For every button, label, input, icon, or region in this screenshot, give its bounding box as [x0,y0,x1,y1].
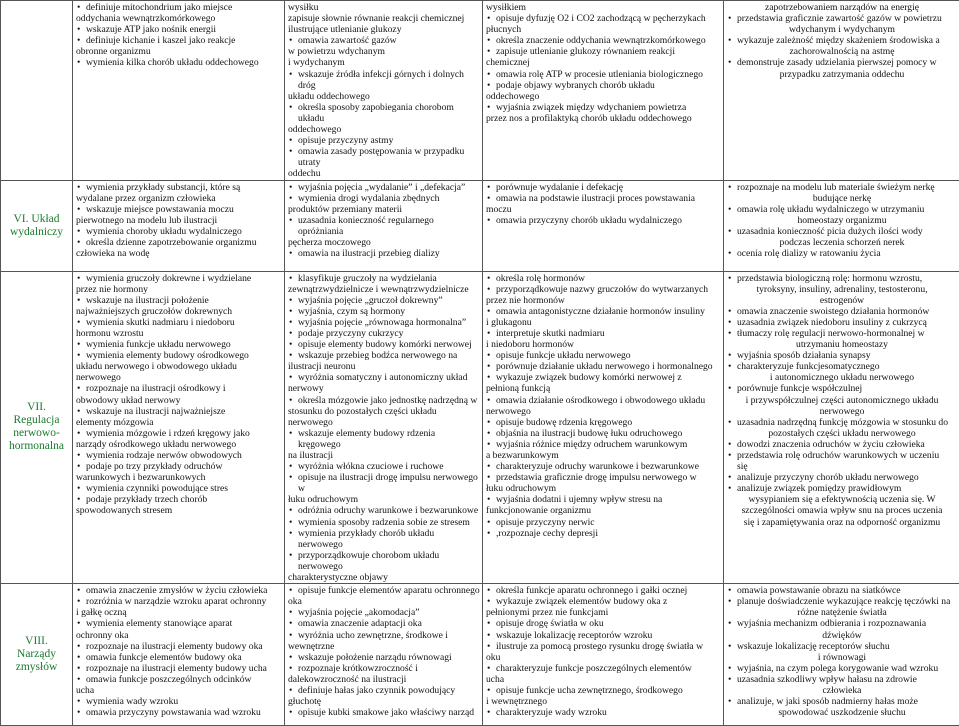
req-cell [285,180,483,271]
requirement-item-continuation: ucha [76,685,282,696]
requirement-item: • wskazuje na ilustracji najważniejsze [76,406,282,417]
requirement-item-continuation: najważniejszych gruczołów dokrewnych [76,306,282,317]
requirement-item-continuation: estrogenów [727,295,957,306]
requirement-item: • opisuje funkcje elementów aparatu ochronnego [288,585,480,596]
requirement-item-continuation: oddechowego [288,124,480,135]
requirement-item-continuation: wydalane przez organizm człowieka [76,193,282,204]
requirement-item: • omawia powstawanie obrazu na siatkówce [727,585,957,596]
section-title-line: zmysłów [3,661,70,674]
req-cell [73,1,285,181]
requirement-item-continuation: i równowagi [727,652,957,663]
requirement-item: • analizuje przyczyny chorób układu nerwowego [727,472,957,483]
requirement-item-continuation: warunkowych i bezwarunkowych [76,472,282,483]
requirement-item: • podaje po trzy przykłady odruchów [76,461,282,472]
requirement-item: • wyjaśnia dodatni i ujemny wpływ stresu na [486,494,721,505]
requirement-item: • uzasadnia konieczność picia dużych ilości wody [727,226,957,237]
requirement-item: • rozpoznaje na ilustracji ośrodkowy i [76,383,282,394]
requirement-item-continuation: moczu [486,204,721,215]
requirement-item: • definiuje hałas jako czynnik powodujący [288,685,480,696]
section-title-line: Regulacja [3,414,70,427]
requirement-item: • wymienia skutki nadmiaru i niedoboru [76,317,282,328]
requirement-item-continuation: dalekowzroczność na ilustracji [288,674,480,685]
req-cell [724,584,959,726]
requirement-item: • omawia znaczenie adaptacji oka [288,618,480,629]
requirement-item-continuation: na ilustracji [288,450,480,461]
requirement-item-continuation: elementy mózgowia [76,417,282,428]
requirement-item: • definiuje mitochondrium jako miejsce [76,2,282,13]
req-cell [483,1,724,181]
requirement-item-continuation: pozostałych części układu nerwowego [727,428,957,439]
requirement-item: • analizuje związek pomiędzy prawidłowym [727,483,957,494]
requirement-item-continuation: podczas leczenia schorzeń nerek [727,237,957,248]
requirement-item-continuation: charakterystyczne objawy [288,572,480,583]
requirement-item-continuation: i glukagonu [486,317,721,328]
requirement-item-continuation: wdychanym i wydychanym [727,24,957,35]
requirement-item: • wykazuje zależność między skażeniem środowiska a [727,35,957,46]
requirement-item: • ilustruje za pomocą prostego rysunku drogę światła w [486,641,721,652]
row-sense-organs [1,584,959,726]
requirement-list [486,2,721,124]
requirement-item-continuation: i niedoboru hormonów [486,339,721,350]
requirement-item: • planuje doświadczenie wykazujące reakcję tęczówki na [727,596,957,607]
requirement-item: • wymienia elementy stanowiące aparat [76,618,282,629]
requirement-item: • wymienia przykłady chorób układu nerwowego [288,528,480,550]
requirement-item-continuation: chemicznej [486,57,721,68]
requirement-item-continuation: przypadku zatrzymania oddechu [727,69,957,80]
req-cell [73,180,285,271]
requirement-item: • omawia funkcje poszczególnych odcinków [76,674,282,685]
requirement-list [288,273,480,584]
requirement-item-continuation: pierwotnego na modelu lub ilustracji [76,215,282,226]
requirement-item: • wykazuje związek elementów budowy oka z [486,596,721,607]
requirement-item-continuation: pęcherza moczowego [288,237,480,248]
requirement-item: • porównuje działanie układu nerwowego i hormonalnego [486,361,721,372]
requirement-item-continuation: nerwowego [76,372,282,383]
requirement-item: • wymienia czynniki powodujące stres [76,483,282,494]
requirement-item: • omawia rolę układu wydalniczego w utrzymaniu [727,204,957,215]
requirement-item-continuation: ilustrujące utlenianie glukozy [288,24,480,35]
requirement-item: • wyróżnia somatyczny i autonomiczny układ [288,372,480,383]
req-cell [724,271,959,584]
section-title-excretory [1,180,73,271]
requirement-item-continuation: płucnych [486,24,721,35]
requirement-item: • analizuje, w jaki sposób nadmierny hałas może [727,696,957,707]
requirement-item: • demonstruje zasady udzielania pierwszej pomocy w [727,57,957,68]
section-title-line: hormonalna [3,440,70,453]
requirement-item-continuation: nerwowego [288,417,480,428]
requirement-item: • określa znaczenie oddychania wewnątrzkomórkowego [486,35,721,46]
requirement-item-continuation: przez nie hormony [76,284,282,295]
requirement-item-continuation: funkcjonowanie organizmu [486,505,721,516]
requirement-item: • rozpoznaje na ilustracji elementy budowy oka [76,641,282,652]
requirement-item-continuation: produktów przemiany materii [288,204,480,215]
req-cell [285,584,483,726]
requirement-item: • wskazuje miejsce powstawania moczu [76,204,282,215]
requirement-item: • wyjaśnia różnice między odruchem warunkowym [486,439,721,450]
requirement-item: • odróżnia odruchy warunkowe i bezwarunkowe [288,505,480,516]
requirement-item: • wskazuje elementy budowy rdzenia kręgowego [288,428,480,450]
requirement-item-continuation: hormonu wzrostu [76,328,282,339]
requirement-list [76,273,282,517]
requirement-item: • charakteryzuje wady wzroku [486,707,721,718]
req-cell [285,271,483,584]
requirement-item-continuation: oku [486,652,721,663]
requirement-item: • omawia funkcje elementów budowy oka [76,652,282,663]
requirement-item-continuation: układu nerwowego i obwodowego układu [76,361,282,372]
requirement-item: • opisuje budowę rdzenia kręgowego [486,417,721,428]
requirement-item-continuation: obwodowy układ nerwowy [76,395,282,406]
requirement-item-continuation: oka [288,596,480,607]
requirement-item: • przedstawia biologiczną rolę: hormonu wzrostu, [727,273,957,284]
requirement-item: • wyjaśnia sposób działania synapsy [727,350,957,361]
requirement-item-continuation: łuku odruchowym [288,494,480,505]
requirement-item-continuation: tyroksyny, insuliny, adrenaliny, testosteronu, [727,284,957,295]
requirement-item: • omawia znaczenie swoistego działania hormonów [727,306,957,317]
requirement-item: • wymienia kilka chorób układu oddechowego [76,57,282,68]
requirement-item: • charakteryzuje funkcjesomatycznego [727,361,957,372]
requirement-list [727,273,957,528]
requirement-item: • charakteryzuje funkcje poszczególnych elementów [486,663,721,674]
requirement-list [76,182,282,260]
requirement-item-continuation: dźwięków [727,630,957,641]
requirement-item-continuation: człowieka [727,685,957,696]
requirement-item: • opisuje kubki smakowe jako właściwy narząd [288,707,480,718]
row-neuro-hormonal-regulation [1,271,959,584]
requirement-item-continuation: i gałkę oczną [76,607,282,618]
requirement-item: • wyjaśnia mechanizm odbierania i rozpoznawania [727,618,957,629]
req-cell [483,180,724,271]
requirement-item: • określa mózgowie jako jednostkę nadrzędną w [288,395,480,406]
requirement-item: • przyporządkowuje chorobom układu nerwowego [288,550,480,572]
requirement-item-continuation: i wewnętrznego [486,696,721,707]
requirement-item: • wyjaśnia związek między wdychaniem powietrza [486,102,721,113]
requirement-item: • objaśnia na ilustracji budowę łuku odruchowego [486,428,721,439]
requirement-item: • podaje przykłady trzech chorób [76,494,282,505]
requirement-item-continuation: spowodować uszkodzenie słuchu [727,707,957,718]
requirement-item: • opisuje funkcje ucha zewnętrznego, środkowego [486,685,721,696]
requirement-item: • opisuje na ilustracji drogę impulsu nerwowego w [288,472,480,494]
section-title-line: VI. Układ [3,213,70,226]
requirement-list [288,182,480,260]
requirement-item: • omawia przyczyny chorób układu wydalniczego [486,215,721,226]
row-respiratory-continuation [1,1,959,181]
requirement-item-continuation: różne natężenie światła [727,607,957,618]
requirement-item-continuation: homeostazy organizmu [727,215,957,226]
requirement-item-continuation: wewnętrzne [288,641,480,652]
requirement-item-continuation: wysiłku [288,2,480,13]
requirement-item-continuation: i autonomicznego układu nerwowego [727,372,957,383]
requirement-item: • wymienia rodzaje nerwów obwodowych [76,450,282,461]
req-cell [724,1,959,181]
requirement-item: • omawia znaczenie zmysłów w życiu człowieka [76,585,282,596]
requirement-item: • opisuje dyfuzję O2 i CO2 zachodzącą w pęcherzykach [486,13,721,24]
req-cell [73,584,285,726]
requirement-item: • uzasadnia szkodliwy wpływ hałasu na zdrowie [727,674,957,685]
requirement-item: • wskazuje ATP jako nośnik energii [76,24,282,35]
requirement-item: • omawia rolę ATP w procesie utleniania biologicznego [486,69,721,80]
requirement-item: • przedstawia graficznie zawartość gazów w powietrzu [727,13,957,24]
requirement-item: • wymienia przykłady substancji, które są [76,182,282,193]
requirement-item-continuation: człowieka na wodę [76,248,282,259]
requirement-item: • wymienia drogi wydalania zbędnych [288,193,480,204]
requirement-list [727,585,957,718]
requirement-item-continuation: pełnioną funkcją [486,383,721,394]
requirement-item-continuation: stosunku do pozostałych części układu [288,406,480,417]
requirement-item-continuation: przez nos a profilaktyką chorób układu oddechowego [486,113,721,124]
requirement-item-continuation: zewnątrzwydzielnicze i wewnątrzwydzielnicze [288,284,480,295]
requirement-item: • porównuje funkcje współczulnej [727,383,957,394]
requirement-item: • opisuje przyczyny nerwic [486,517,721,528]
requirement-item: • opisuje funkcje układu nerwowego [486,350,721,361]
requirement-item: • dowodzi znaczenia odruchów w życiu człowieka [727,439,957,450]
requirement-item-continuation: a bezwarunkowym [486,450,721,461]
requirement-item: • podaje przyczyny cukrzycy [288,328,480,339]
requirement-item: • przyporządkowuje nazwy gruczołów do wytwarzanych [486,284,721,295]
requirement-item: • wyjaśnia pojęcie „akomodacja” [288,607,480,618]
requirement-item-continuation: nerwowy [288,383,480,394]
req-cell [724,180,959,271]
requirement-item: • opisuje przyczyny astmy [288,135,480,146]
section-title-line: nerwowo- [3,427,70,440]
requirement-item: • zapisuje utlenianie glukozy równaniem reakcji [486,46,721,57]
requirement-item: • omawia antagonistyczne działanie hormonów insuliny [486,306,721,317]
requirement-item: • określa sposoby zapobiegania chorobom układu [288,102,480,124]
requirement-item: • uzasadnia nadrzędną funkcję mózgowia w stosunku do [727,417,957,428]
requirement-item: • omawia przyczyny powstawania wad wzroku [76,707,282,718]
requirement-item: • opisuje drogę światła w oku [486,618,721,629]
requirement-item: • podaje objawy wybranych chorób układu [486,80,721,91]
req-cell [73,271,285,584]
requirement-item-continuation: wysiłkiem [486,2,721,13]
requirement-item: • wskazuje na ilustracji położenie [76,295,282,306]
requirement-item: • wskazuje przebieg bodźca nerwowego na [288,350,480,361]
requirement-item-continuation: układu oddechowego [288,91,480,102]
requirement-item-continuation: szczególności omawia wpływ snu na proces uczenia [727,505,957,516]
requirement-item: • ,rozpoznaje cechy depresji [486,528,721,539]
requirement-item: • rozróżnia w narządzie wzroku aparat ochronny [76,596,282,607]
requirement-item-continuation: ucha [486,674,721,685]
requirement-item: • wskazuje lokalizację receptorów wzroku [486,630,721,641]
requirement-item-continuation: w powietrzu wdychanym [288,46,480,57]
row-excretory-system [1,180,959,271]
requirement-item-continuation: przez nie hormonów [486,295,721,306]
requirement-item-continuation: spowodowanych stresem [76,505,282,516]
requirement-list [727,2,957,80]
requirement-list [76,2,282,69]
requirement-item-continuation: utrzymaniu homeostazy [727,339,957,350]
requirement-item: • wymienia wady wzroku [76,696,282,707]
requirement-item: • przedstawia graficznie drogę impulsu nerwowego w [486,472,721,483]
req-cell [483,271,724,584]
req-cell [285,1,483,181]
requirement-item: • interpretuje skutki nadmiaru [486,328,721,339]
requirement-item: • omawia na podstawie ilustracji proces powstawania [486,193,721,204]
requirement-list [486,182,721,226]
requirement-item-continuation: pełnionymi przez nie funkcjami [486,607,721,618]
requirement-item: • przedstawia rolę odruchów warunkowych w uczeniu [727,450,957,461]
requirement-item: • omawia działanie ośrodkowego i obwodowego układu [486,395,721,406]
requirement-item-continuation: nerwowego [727,406,957,417]
requirement-item: • wskazuje źródła infekcji górnych i dolnych dróg [288,69,480,91]
section-title-line: VIII. [3,635,70,648]
requirement-item: • uzasadnia konieczność regularnego opróżniania [288,215,480,237]
requirement-item: • wyjaśnia pojęcie „gruczoł dokrewny” [288,295,480,306]
requirement-item-continuation: zachorowalnością na astmę [727,46,957,57]
requirement-list [288,2,480,180]
requirement-list [288,585,480,718]
section-title-sense-organs [1,584,73,726]
requirement-list [727,182,957,260]
requirement-item-continuation: wysypianiem się a efektywnością uczenia się. W [727,494,957,505]
requirement-item: • rozpoznaje na ilustracji elementy budowy ucha [76,663,282,674]
requirement-item: • wymienia choroby układu wydalniczego [76,226,282,237]
requirement-item: • wymienia funkcje układu nerwowego [76,339,282,350]
requirement-list [76,585,282,718]
requirement-item-continuation: nerwowego [486,406,721,417]
section-title-line: wydalniczy [3,226,70,239]
requirement-item: • wymienia gruczoły dokrewne i wydzielane [76,273,282,284]
requirement-item-continuation: ilustracji neuronu [288,361,480,372]
requirement-item: • określa funkcje aparatu ochronnego i gałki ocznej [486,585,721,596]
requirement-item: • charakteryzuje odruchy warunkowe i bezwarunkowe [486,461,721,472]
requirement-item: • wyjaśnia, na czym polega korygowanie wad wzroku [727,663,957,674]
requirement-item: • wyjaśnia, czym są hormony [288,306,480,317]
requirement-item: • rozpoznaje krótkowzroczność i [288,663,480,674]
requirement-item: • omawia na ilustracji przebieg dializy [288,248,480,259]
requirement-item-continuation: oddechu [288,168,480,179]
requirement-item: • wymienia elementy budowy ośrodkowego [76,350,282,361]
section-cell-empty [1,1,73,181]
requirement-item: • wyróżnia ucho zewnętrzne, środkowe i [288,630,480,641]
requirement-item-continuation: obronne organizmu [76,46,282,57]
requirement-item-continuation: i wydychanym [288,57,480,68]
requirement-item-continuation: oddechowego [486,91,721,102]
requirement-list [486,273,721,539]
requirement-item: • określa dzienne zapotrzebowanie organizmu [76,237,282,248]
requirement-item: • wymienia sposoby radzenia sobie ze stresem [288,517,480,528]
requirement-list [486,585,721,718]
section-title-line: VII. [3,401,70,414]
requirement-item-continuation: oddychania wewnątrzkomórkowego [76,13,282,24]
requirement-item: • tłumaczy rolę regulacji nerwowo-hormonalnej w [727,328,957,339]
requirement-item: • określa rolę hormonów [486,273,721,284]
requirement-item: • omawia zawartość gazów [288,35,480,46]
requirement-item-continuation: łuku odruchowym [486,483,721,494]
requirement-item-continuation: się i zapamiętywania oraz na odporność organizmu [727,517,957,528]
requirement-item-continuation: zapisuje słownie równanie reakcji chemicznej [288,13,480,24]
requirement-item: • wyjaśnia pojęcie „równowaga hormonalna” [288,317,480,328]
requirement-item: • wskazuje lokalizację receptorów słuchu [727,641,957,652]
requirement-item: • porównuje wydalanie i defekację [486,182,721,193]
requirement-item-continuation: się [727,461,957,472]
section-title-neuro-hormonal [1,271,73,584]
requirement-item: • definiuje kichanie i kaszel jako reakcje [76,35,282,46]
requirement-item-continuation: ochronny oka [76,630,282,641]
requirement-item: • wyróżnia włókna czuciowe i ruchowe [288,461,480,472]
requirement-item: • wskazuje położenie narządu równowagi [288,652,480,663]
requirement-item: • opisuje elementy budowy komórki nerwowej [288,339,480,350]
requirement-item-continuation: zapotrzebowaniem narządów na energię [727,2,957,13]
requirement-item: • wymienia mózgowie i rdzeń kręgowy jako [76,428,282,439]
requirement-item-continuation: budujące nerkę [727,193,957,204]
requirement-item: • uzasadnia związek niedoboru insuliny z cukrzycą [727,317,957,328]
requirement-item: • rozpoznaje na modelu lub materiale świeżym nerkę [727,182,957,193]
requirement-item: • klasyfikuje gruczoły na wydzielania [288,273,480,284]
requirement-item-continuation: głuchotę [288,696,480,707]
requirement-item-continuation: narządy ośrodkowego układu nerwowego [76,439,282,450]
requirement-item: • wykazuje związek budowy komórki nerwowej z [486,372,721,383]
section-title-line: Narządy [3,648,70,661]
requirement-item: • ocenia rolę dializy w ratowaniu życia [727,248,957,259]
req-cell [483,584,724,726]
requirement-item-continuation: i przywspółczulnej części autonomicznego układu [727,395,957,406]
requirement-item: • omawia zasady postępowania w przypadku utraty [288,146,480,168]
requirement-item: • wyjaśnia pojęcia „wydalanie” i „defekacja” [288,182,480,193]
